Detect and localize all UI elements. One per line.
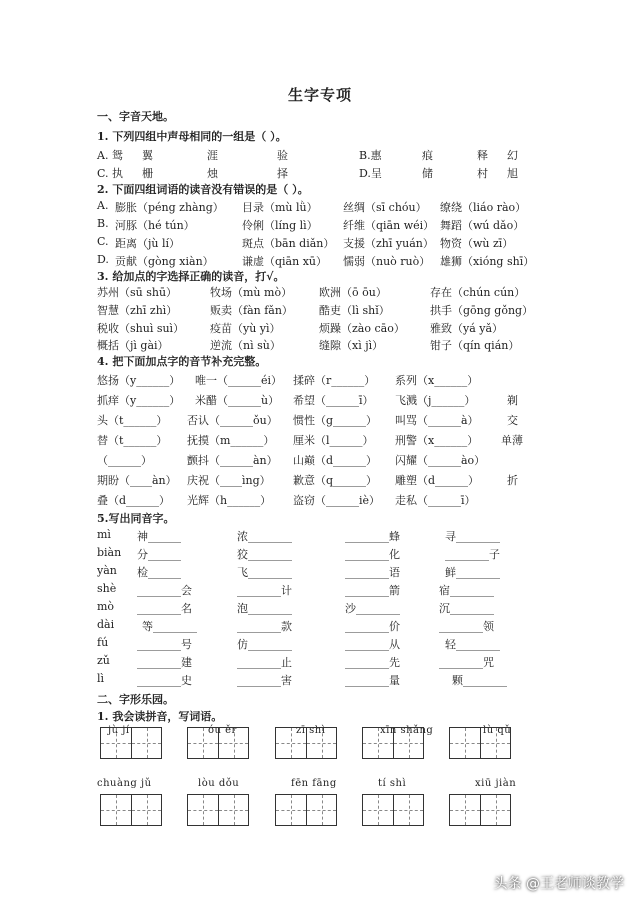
pinyin-label: jù jí <box>108 725 130 736</box>
pinyin-label: xīn shǎng <box>380 725 434 736</box>
q5-row: dài 等________ ________款 ________价 ________领 <box>97 618 494 633</box>
writing-grid[interactable] <box>275 727 337 759</box>
q5-row: mò ________名 泡________ 沙________ 沉________ <box>97 600 494 615</box>
writing-grid[interactable] <box>449 727 511 759</box>
pinyin-label: fēn fāng <box>291 778 337 789</box>
pinyin-label: xiū jiàn <box>475 778 517 789</box>
q2-row: A. 膨胀（péng zhàng） 目录（mù lǜ） 丝绸（sī chóu） 缭绕（liáo rào） <box>97 199 527 214</box>
pinyin-label: chuàng jǔ <box>97 778 152 789</box>
writing-grid[interactable] <box>100 794 162 826</box>
q3-row: 智慧（zhī zhì） 贩卖（fàn fǎn） 酷吏（lì shǐ） 拱手（gōng gǒng） <box>97 304 534 317</box>
q3-row: 税收（shuì suì） 疫苗（yù yì） 烦躁（zào cāo） 雅致（yá yǎ） <box>97 322 504 335</box>
writing-grid[interactable] <box>187 727 249 759</box>
question-5: 5.写出同音字。 <box>97 512 175 525</box>
q5-row: biàn 分______ 狡________ ________化 ________子 <box>97 546 500 561</box>
q4-row: 抓痒（y______） 米醋（______ù） 希望（______ī） 飞溅（j______） 剃 <box>97 394 518 407</box>
page-title: 生字专项 <box>287 86 352 104</box>
q5-row: yàn 检______ 飞________ ________语 鲜________ <box>97 564 500 579</box>
q4-row: 替（t______） 抚摸（m______） 厘米（l______） 刑警（x______） 单薄 <box>97 434 523 447</box>
question-6: 1. 我会读拼音，写词语。 <box>97 710 223 723</box>
q2-row: B. 河豚（hé tún） 伶俐（líng lì） 纤维（qiān wéi） 舞蹈（wú dǎo） <box>97 217 525 232</box>
q4-row: （______） 颤抖（______àn） 山巅（d______） 闪耀（______ào） <box>97 454 486 467</box>
watermark: 头条 @王老师谈教学 <box>493 876 624 892</box>
q3-row: 苏州（sū shū） 牧场（mù mò） 欧洲（ō ōu） 存在（chún cún） <box>97 286 526 299</box>
q4-row: 头（t______） 否认（______ǒu） 惯性（g______） 叫骂（______à） 交 <box>97 414 518 427</box>
pinyin-label: zī shì <box>296 725 326 736</box>
pinyin-label: tí shì <box>378 778 407 789</box>
q4-row: 悠扬（y______） 唯一（______éi） 揉碎（r______） 系列（x______） <box>97 374 479 387</box>
writing-grid[interactable] <box>362 794 424 826</box>
q1-row: C. 执 栅 烛 择 D.呈 储 村 旭 <box>97 167 518 180</box>
section-1-heading: 一、字音天地。 <box>97 110 174 123</box>
writing-grid[interactable] <box>187 794 249 826</box>
writing-grid[interactable] <box>362 727 424 759</box>
question-2: 2. 下面四组词语的读音没有错误的是（ ）。 <box>97 183 309 196</box>
q3-row: 概括（jì gài） 逆流（nì sù） 缝隙（xì jì） 钳子（qín qián） <box>97 339 520 352</box>
writing-grid[interactable] <box>449 794 511 826</box>
pinyin-label: óu ěr <box>208 725 237 736</box>
q2-row: D. 贡献（gòng xiàn） 谦虚（qiān xū） 懦弱（nuò ruò） 雄狮（xióng shī） <box>97 253 535 268</box>
pinyin-label: lòu dǒu <box>198 778 240 789</box>
pinyin-label: lù qǔ <box>483 725 512 736</box>
q5-row: fú ________号 仿________ ________从 轻________ <box>97 636 500 651</box>
question-4: 4. 把下面加点字的音节补充完整。 <box>97 355 267 368</box>
q4-row: 期盼（____àn） 庆祝（____ìng） 歉意（q______） 雕塑（d______） 折 <box>97 474 518 487</box>
writing-grid[interactable] <box>275 794 337 826</box>
question-1: 1. 下列四组中声母相同的一组是（ ）。 <box>97 130 287 143</box>
q5-row: mì 神______ 浓________ ________蜂 寻________ <box>97 528 500 543</box>
section-2-heading: 二、字形乐园。 <box>97 693 174 706</box>
q5-row: shè ________会 ________计 ________箭 宿________ <box>97 582 494 597</box>
q2-row: C. 距离（jù lí） 斑点（bān diǎn） 支援（zhī yuán） 物资（wù zī） <box>97 235 514 250</box>
writing-grid[interactable] <box>100 727 162 759</box>
q1-row: A. 鸳 翼 涯 验 B.惠 痕 释 幻 <box>97 149 518 162</box>
q5-row: lì ________史 ________害 ________量 颗________ <box>97 672 507 687</box>
q4-row: 叠（d______） 光辉（h______） 盗窃（______iè） 走私（______ī） <box>97 494 476 507</box>
q5-row: zǔ ________建 ________止 ________先 ________咒 <box>97 654 494 669</box>
question-3: 3. 给加点的字选择正确的读音，打√。 <box>97 270 285 283</box>
